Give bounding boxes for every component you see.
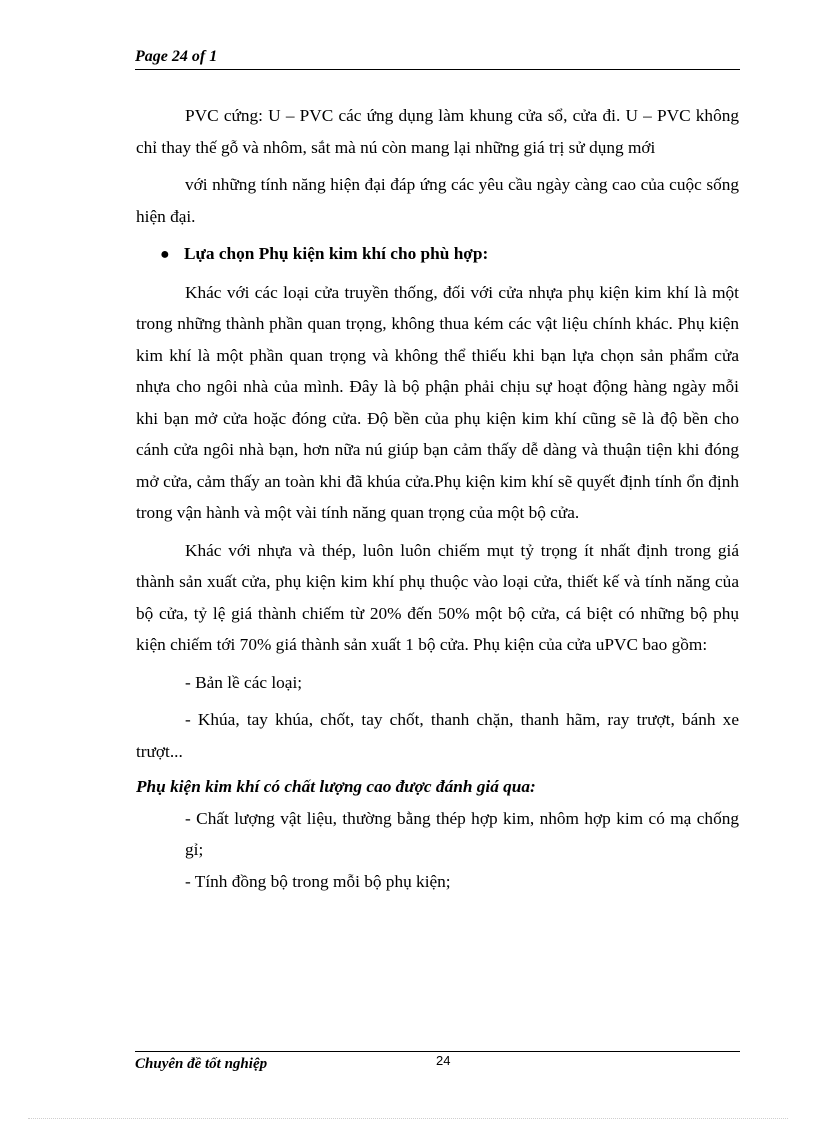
page-bottom-border bbox=[28, 1118, 788, 1119]
list-item-material: - Chất lượng vật liệu, thường bằng thép hợp kim, nhôm hợp kim có mạ chống gỉ; bbox=[185, 808, 739, 859]
bullet-heading bbox=[136, 238, 739, 271]
bullet-icon: ● bbox=[160, 246, 170, 263]
page-header bbox=[135, 48, 740, 70]
paragraph-hardware: Khác với các loại cửa truyền thống, đối với cửa nhựa phụ kiện kim khí là một trong những thành phần quan trọng, không thua kém các vật liệu chính khác. Phụ kiện kim khí là một phần quan trọng và không thể thiếu khi bạn lựa chọn sản phẩm cửa nhựa cho ngôi nhà của mình. Đây là bộ phận phải chịu sự hoạt động hàng ngày mỗi khi bạn mở cửa hoặc đóng cửa. Độ bền của phụ kiện kim khí cũng sẽ là độ bền cho cánh cửa ngôi nhà bạn, hơn nữa nú giúp bạn cảm thấy dễ dàng và thuận tiện khi đóng mở cửa, cảm thấy an toàn khi đã khúa cửa.Phụ kiện kim khí sẽ quyết định tính ổn định trong vận hành và một vài tính năng quan trọng của một bộ cửa. bbox=[136, 282, 739, 522]
list-item-sync: - Tính đồng bộ trong mỗi bộ phụ kiện; bbox=[185, 871, 451, 891]
list-item-hinges: - Bản lề các loại; bbox=[185, 672, 303, 692]
footer-page-number: 24 bbox=[436, 1053, 451, 1068]
page-label: Page 24 of 1 bbox=[135, 48, 218, 65]
bullet-heading-text: Lựa chọn Phụ kiện kim khí cho phù hợp: bbox=[184, 244, 489, 263]
document-body bbox=[136, 100, 739, 897]
footer-divider bbox=[135, 1051, 740, 1052]
footer-label: Chuyên đề tốt nghiệp bbox=[135, 1056, 268, 1072]
paragraph-pvc: PVC cứng: U – PVC các ứng dụng làm khung cửa sổ, cửa đi. U – PVC không chỉ thay thế gỗ và nhôm, sắt mà nú còn mang lại những giá trị sử dụng mới bbox=[136, 106, 739, 157]
section-heading-quality: Phụ kiện kim khí có chất lượng cao được đánh giá qua: bbox=[136, 777, 536, 796]
paragraph-cost: Khác với nhựa và thép, luôn luôn chiếm mụt tỷ trọng ít nhất định trong giá thành sản xuất cửa, phụ kiện kim khí phụ thuộc vào loại cửa, thiết kế và tính năng của bộ cửa, tỷ lệ giá thành chiếm từ 20% đến 50% một bộ cửa, cá biệt có những bộ phụ kiện chiếm tới 70% giá thành sản xuất 1 bộ cửa. Phụ kiện của cửa uPVC bao gồm: bbox=[136, 540, 739, 654]
paragraph-modern: với những tính năng hiện đại đáp ứng các yêu cầu ngày càng cao của cuộc sống hiện đại. bbox=[136, 175, 739, 226]
list-item-locks: - Khúa, tay khúa, chốt, tay chốt, thanh chặn, thanh hãm, ray trượt, bánh xe trượt... bbox=[136, 710, 739, 761]
